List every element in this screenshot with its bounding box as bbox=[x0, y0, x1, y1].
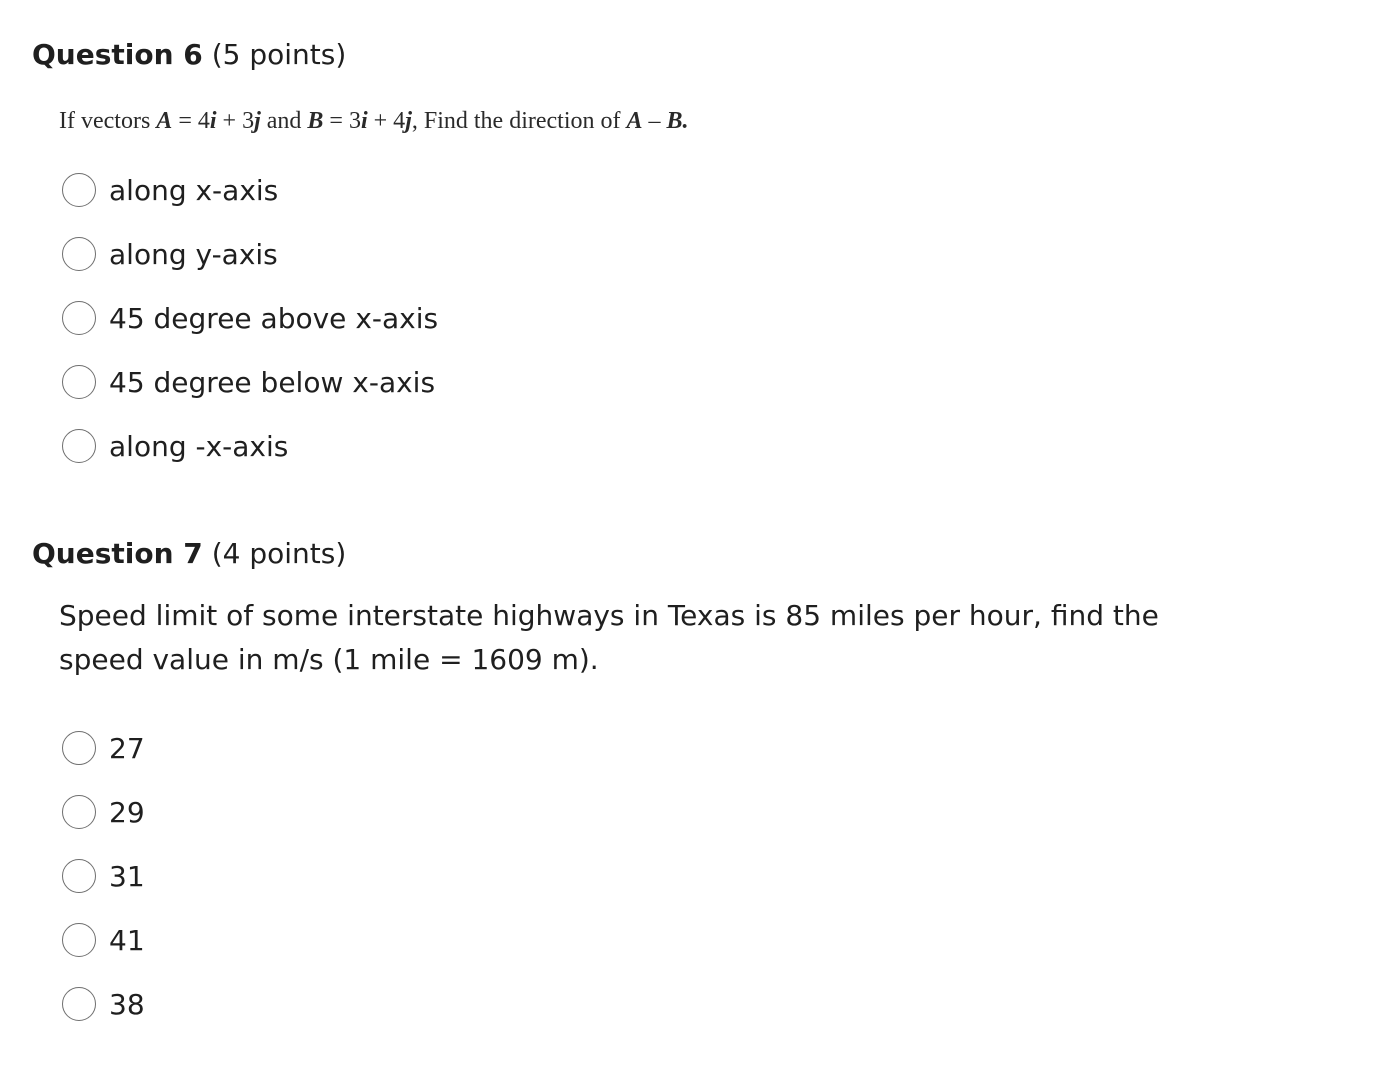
answer-option[interactable] bbox=[62, 222, 1364, 286]
answer-option[interactable] bbox=[62, 414, 1364, 478]
option-label[interactable]: 27 bbox=[109, 731, 145, 765]
option-label[interactable]: 45 degree below x-axis bbox=[109, 365, 436, 399]
stem-text: + 3 bbox=[216, 108, 255, 134]
answer-option[interactable] bbox=[62, 844, 1364, 908]
stem-text: , Find the direction of bbox=[411, 108, 627, 134]
answer-option[interactable] bbox=[62, 780, 1364, 844]
question-title: Question 7 bbox=[32, 537, 203, 570]
stem-text: and bbox=[260, 108, 308, 134]
option-label[interactable]: 38 bbox=[109, 987, 145, 1021]
question-header bbox=[32, 37, 1364, 73]
question-7 bbox=[32, 536, 1364, 1036]
stem-text: = 4 bbox=[172, 108, 210, 134]
option-label[interactable]: along x-axis bbox=[109, 173, 279, 207]
unit-vector-j: j bbox=[405, 108, 412, 134]
option-label[interactable]: 29 bbox=[109, 795, 145, 829]
answer-option[interactable] bbox=[62, 908, 1364, 972]
radio-button[interactable] bbox=[62, 923, 96, 957]
radio-button[interactable] bbox=[62, 731, 96, 765]
stem-text: = 3 bbox=[323, 108, 361, 134]
radio-button[interactable] bbox=[62, 795, 96, 829]
vector-a: A bbox=[156, 108, 173, 134]
question-points: (5 points) bbox=[211, 38, 347, 71]
stem-text: If vectors bbox=[59, 108, 157, 134]
answer-option[interactable] bbox=[62, 158, 1364, 222]
question-stem: Speed limit of some interstate highways in Texas is 85 miles per hour, find the speed value in m/s (1 mile = 1609 m). bbox=[59, 599, 1159, 676]
radio-button[interactable] bbox=[62, 429, 96, 463]
vector-b: B. bbox=[666, 108, 689, 134]
question-points: (4 points) bbox=[211, 537, 347, 570]
answer-options bbox=[62, 158, 1364, 478]
answer-options bbox=[62, 716, 1364, 1036]
radio-button[interactable] bbox=[62, 301, 96, 335]
stem-text: – bbox=[642, 108, 667, 134]
unit-vector-i: i bbox=[209, 108, 217, 134]
radio-button[interactable] bbox=[62, 237, 96, 271]
answer-option[interactable] bbox=[62, 286, 1364, 350]
vector-b: B bbox=[307, 108, 324, 134]
option-label[interactable]: 41 bbox=[109, 923, 145, 957]
radio-button[interactable] bbox=[62, 987, 96, 1021]
radio-button[interactable] bbox=[62, 859, 96, 893]
unit-vector-i: i bbox=[360, 108, 368, 134]
vector-a: A bbox=[626, 108, 643, 134]
answer-option[interactable] bbox=[62, 350, 1364, 414]
radio-button[interactable] bbox=[62, 365, 96, 399]
question-title: Question 6 bbox=[32, 38, 203, 71]
option-label[interactable]: 45 degree above x-axis bbox=[109, 301, 439, 335]
option-label[interactable]: along y-axis bbox=[109, 237, 278, 271]
option-label[interactable]: along -x-axis bbox=[109, 429, 289, 463]
answer-option[interactable] bbox=[62, 972, 1364, 1036]
question-header bbox=[32, 536, 1364, 572]
question-6 bbox=[32, 37, 1364, 478]
stem-text: + 4 bbox=[367, 108, 406, 134]
unit-vector-j: j bbox=[254, 108, 261, 134]
answer-option[interactable] bbox=[62, 716, 1364, 780]
radio-button[interactable] bbox=[62, 173, 96, 207]
question-stem bbox=[59, 105, 1364, 137]
option-label[interactable]: 31 bbox=[109, 859, 145, 893]
